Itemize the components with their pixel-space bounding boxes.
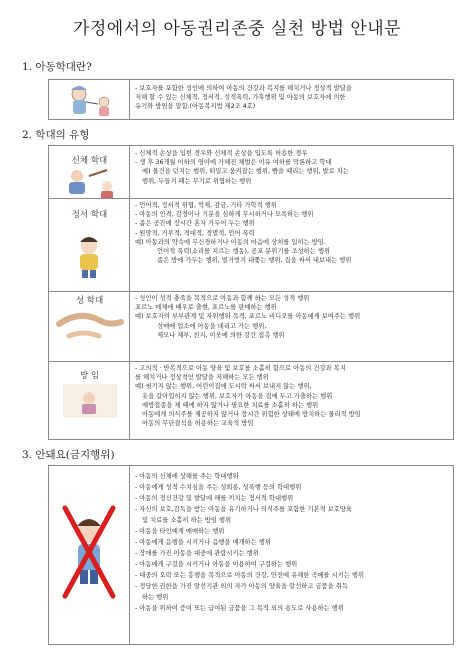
type-line: 언어적 폭력(소리를 지르는 행동), 공포 분위기를 조성하는 행위 [157,248,330,256]
row-divider [49,291,453,292]
type-label-sexual: 성 학대 [75,296,104,306]
prohibited-line: - 아동에게 구걸을 시키거나 아동을 이용하여 구걸하는 행위 [135,561,298,568]
prohibited-line: 하는 행위 [142,594,169,601]
abuse-types-illustrations [49,146,130,439]
prohibited-line: - 아동에게 음행을 시키거나 음행을 매개하는 행위 [135,539,271,546]
prohibited-text [135,471,449,614]
type-line: - 언어적, 정서적 위협, 억제, 감금, 기타 가학적 행위 [135,202,277,209]
type-line: - 고의적 · 반복적으로 아동 양육 및 보호를 소홀히 함으로 아동의 건강과 복지 [135,365,346,372]
type-line: 아동에게 의식주를 제공하지 않거나 장시간 위험한 상태에 방치하는 물리적 방임 [142,411,361,419]
type-line: 제모나 제부, 친지, 이웃에 의한 강간 접촉 행위 [157,331,285,339]
type-line: - 원망적, 거부적, 적대적, 경멸적, 언어 폭력 [135,229,255,237]
type-line: 좁은 방에 가두는 행위, 벌거벗겨 내쫓는 행위, 집을 싸서 내보내는 행위 [157,257,352,265]
prohibited-line: - 아동에게 성적 수치심을 주는 성희롱, 성폭행 등의 학대행위 [135,484,302,491]
type-line: - 생 후 36개월 이하의 영아에 가해진 체벌은 이유 여하를 막론하고 학대 [135,159,332,167]
type-line: 포르노 매체에 배우로 출현, 포르노를 판매하는 행위 [135,304,277,312]
type-line: - 신체적 손상을 입힌 경우와 신체적 손상을 입도록 허용한 경우 [135,150,308,157]
page-title: 가정에서의 아동권리존중 실천 방법 안내문 [72,19,402,39]
abuse-types-table [48,145,454,440]
definition-line: 저해 할 수 있는 신체적, 정서적, 성적폭력, 가혹행위 및 아동의 보호자에 의한 [135,94,346,102]
type-line: 예) 아동과의 약속에 무신경하거나 아동의 마음에 상처를 입히는 방임. [135,238,326,246]
prohibited-line: - 자신의 보호,감독을 받는 아동을 유기하거나 의식주를 포함한 기본적 보호양육 [135,506,352,513]
prohibited-illustration [49,466,130,644]
type-line: 예) 물건을 던지는 행위, 떠밀고 움켜잡는 행위, 뺨을 때리는 행위, 발로 차는 [142,168,349,176]
prohibited-line: - 아동의 신체에 상해를 주는 학대행위 [135,473,239,480]
emotional-abuse-text [135,201,449,265]
type-line: - 성인이 성적 충족을 목적으로 아동과 함께 하는 모든 성적 행위 [135,295,310,302]
prohibited-line: - 정당한 권한을 가진 알선기관 외의 자가 아동의 양육을 알선하고 금품을 취득 [135,583,348,590]
section-heading-prohibited: 3. 안돼요(금지행위) [22,449,115,461]
type-label-emotional: 정서 학대 [71,210,108,220]
definition-text [135,84,449,112]
section-heading-definition: 1. 아동학대란? [22,61,92,73]
prohibited-box [48,465,454,645]
physical-abuse-text [135,149,449,186]
definition-box [48,79,454,120]
type-line: 예) 씻기지 않는 행위, 어린이집에 도시락 싸서 보내지 않는 행위, [135,383,312,391]
definition-illustration [49,80,130,119]
row-divider [49,198,453,199]
type-line: 아동의 무단결석을 허용하는 교육적 방임 [142,420,254,428]
type-line: 옷을 갈아입히지 않는 행위, 보호자가 아동을 집에 두고 가출하는 행위 [142,392,333,400]
prohibited-line: - 대중의 오락 또는 흥행을 목적으로 아동의 건강, 안전에 유해한 곡예를 시키는 행위 [135,572,365,579]
type-line: 예) 보호자의 부부관계 및 자위행위 목격, 포르노 비디오를 아동에게 보여주는 행위 [135,313,361,321]
type-line: - 좁은 공간에 장시간 혼자 가두어 두는 행위 [135,220,255,228]
type-line: 성매매 업소에 아동을 데리고 가는 행위, [157,322,267,330]
type-line: - 아동의 인격, 감정이나 기분을 심하게 무시하거나 모욕하는 행위 [135,211,314,219]
section-heading-types: 2. 학대의 유형 [22,129,90,141]
definition-line: - 보호자를 포함한 성인에 의하여 아동의 건강과 복지를 해치거나 정상적 발달을 [135,85,352,92]
definition-line: 유기와 방임을 말함.(아동복지법 제2조 4호) [135,103,256,111]
prohibited-line: - 아동의 정신건강 및 발달에 해를 끼치는 정서적 학대행위 [135,495,294,502]
type-line: 예방접종을 제 때에 하지 않거나 필요한 치료를 소홀히 하는 행위 [142,401,319,409]
prohibited-line: 및 치료를 소홀히 하는 방임 행위 [142,517,232,524]
type-line: 행위, 두들겨 패는 무기로 위협하는 행위 [142,177,252,185]
type-line: 를 해치거나 정상적인 발달을 저해하는 모든 행위 [135,374,269,382]
prohibited-line: - 아동을 위하여 증여 또는 급여된 금품을 그 목적 외의 용도로 사용하는 행위 [135,605,344,612]
type-label-neglect: 방 임 [79,371,100,381]
type-label-physical: 신체 학대 [71,156,108,166]
prohibited-line: - 장애를 가진 아동을 대중에 관람시키는 행위 [135,550,259,557]
neglect-text [135,364,449,428]
sexual-abuse-text [135,294,449,340]
row-divider [49,361,453,362]
prohibited-line: - 아동을 타인에게 매매하는 행위 [135,528,225,535]
